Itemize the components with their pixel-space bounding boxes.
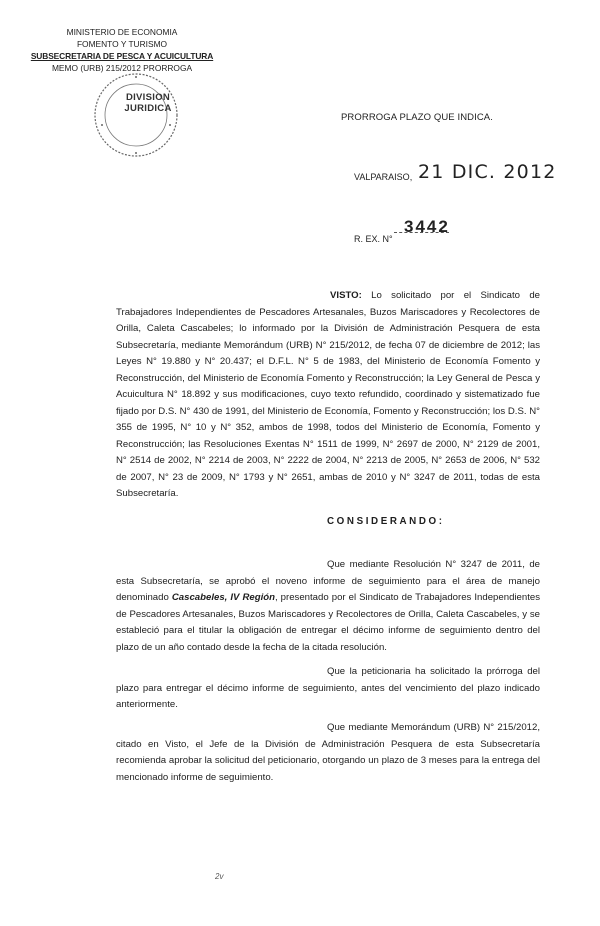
- letterhead-memo-ref: MEMO (URB) 215/2012 PRORROGA: [51, 63, 193, 73]
- page-mark: 2v: [215, 872, 224, 881]
- resolution-number: 3442: [404, 217, 450, 236]
- considerando-1-before: Que mediante Resolución N° 3247 de 2011, de esta Subsecretaría, se aprobó el noveno informe de seguimiento para el área de manejo denominado: [116, 559, 540, 603]
- resolution-subject: PRORROGA PLAZO QUE INDICA.: [341, 112, 493, 123]
- letterhead-subsecretaria: SUBSECRETARIA DE PESCA Y ACUICULTURA: [30, 51, 214, 61]
- letterhead: [22, 26, 222, 74]
- stamp-line-division: DIVISION: [125, 92, 171, 103]
- considerando-2-text: Que la peticionaria ha solicitado la prórroga del plazo para entregar el décimo informe de seguimiento, antes del vencimiento del plazo indicado anteriormente.: [116, 666, 540, 710]
- resolution-place: VALPARAISO,: [354, 172, 413, 182]
- visto-text: Lo solicitado por el Sindicato de Trabajadores Independientes de Pescadores Artesanales, Buzos Mariscadores y Recolectores de Orilla, Caleta Cascabeles; lo informado por la División de Administración Pesquera de esta Subsecretaría, mediante Memorándum (URB) N° 215/2012, de fecha 07 de diciembre de 2012; las Leyes N° 19.880 y N° 20.437; el D.F.L. N° 5 de 1983, del Ministerio de Economía Fomento y Reconstrucción, del Ministerio de Economía Fomento y Reconstrucción; la Ley General de Pesca y Acuicultura N° 18.892 y sus modificaciones, cuyo texto refundido, coordinado y sistematizado fue fijado por D.S. N° 430 de 1991, del Ministerio de Economía, Fomento y Reconstrucción; los D.S. N° 355 de 1995, N° 10 y N° 352, ambos de 1998, todos del Ministerio de Economía, Fomento y Reconstrucción; las Resoluciones Exentas N° 1511 de 1999, N° 2697 de 2000, N° 2129 de 2001, N° 2514 de 2002, N° 2214 de 2003, N° 2222 de 2004, N° 2213 de 2005, N° 2653 de 2006, N° 532 de 2007, N° 23 de 2009, N° 1793 y N° 2651, ambas de 2010 y N° 3247 de 2011, todas de esta Subsecretaría.: [116, 290, 540, 499]
- considerando-heading: CONSIDERANDO:: [327, 516, 445, 527]
- considerando-1-area-name: Cascabeles, IV Región: [171, 592, 275, 603]
- division-juridica-stamp: [92, 71, 180, 159]
- considerando-paragraph-3: [116, 720, 540, 786]
- resolution-date-stamp: 21 DIC. 2012: [418, 161, 557, 183]
- visto-label: VISTO:: [330, 290, 362, 301]
- considerando-3-text: Que mediante Memorándum (URB) N° 215/2012, citado en Visto, el Jefe de la División de Administración Pesquera de esta Subsecretaría recomienda aprobar la solicitud del peticionario, otorgando un plazo de 3 meses para la entrega del mencionado informe de seguimiento.: [116, 722, 540, 783]
- letterhead-ministry-sub: FOMENTO Y TURISMO: [76, 39, 168, 49]
- visto-paragraph: [116, 288, 540, 503]
- considerando-paragraph-2: [116, 664, 540, 714]
- stamp-line-juridica: JURIDICA: [124, 103, 172, 114]
- letterhead-ministry: MINISTERIO DE ECONOMIA: [66, 27, 178, 37]
- considerando-1-after: , presentado por el Sindicato de Trabajadores Independientes de Pescadores Artesanales, Buzos Mariscadores y Recolectores de Orilla, Caleta Cascabeles, y se estableció para el titular la obligación de entregar el décimo informe de seguimiento dentro del plazo de un año contado desde la fecha de la citada resolución.: [116, 592, 541, 653]
- stamp-text: [120, 92, 176, 114]
- considerando-paragraph-1: [116, 557, 540, 656]
- resolution-number-label: R. EX. N°: [354, 234, 393, 244]
